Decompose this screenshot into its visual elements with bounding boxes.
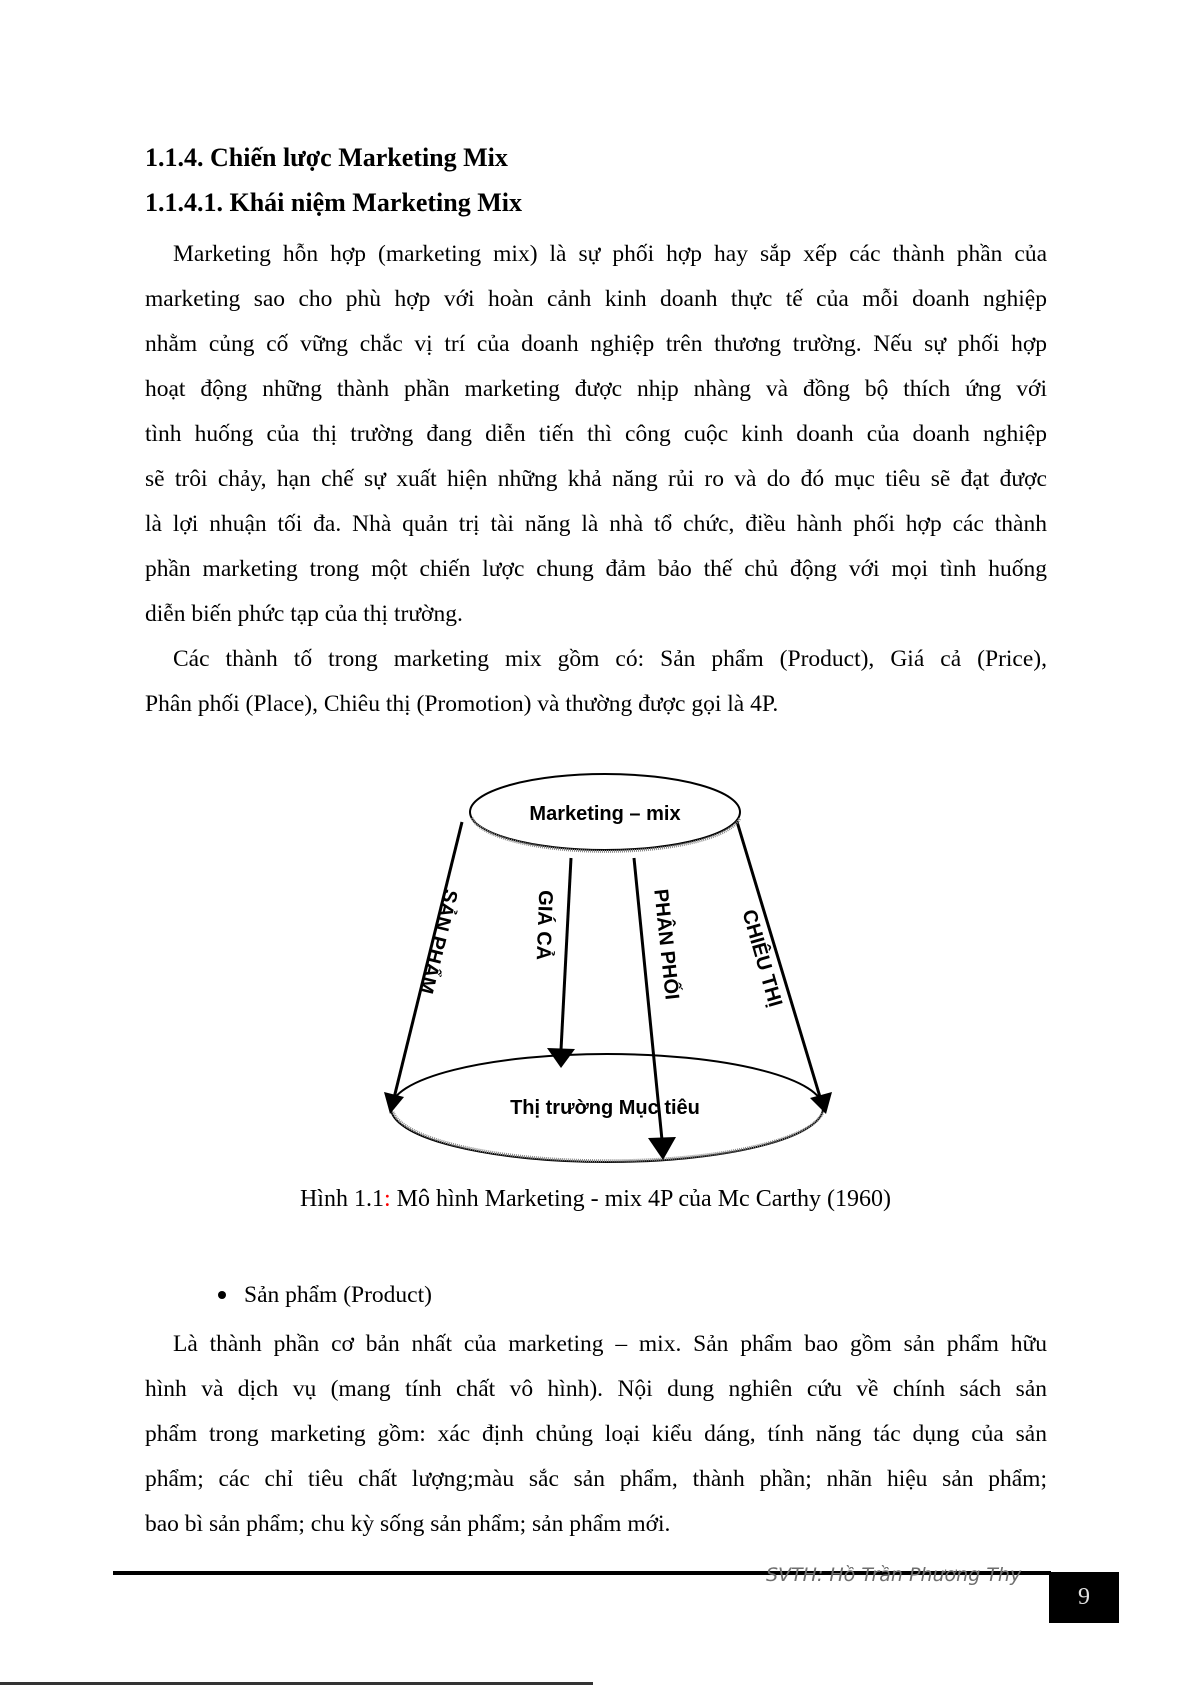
arrow-chieu-thi (735, 815, 820, 1097)
caption-prefix: Hình 1.1 (299, 1186, 384, 1212)
text-line: Marketing hỗn hợp (marketing mix) là sự phối hợp hay sắp xếp các thành phần của (173, 241, 1047, 267)
text-line: Các thành tố trong marketing mix gồm có: Sản phẩm (Product), Giá cả (Price), (173, 646, 1047, 672)
arrow-gia-ca (561, 858, 571, 1050)
text-line: phẩm; các chỉ tiêu chất lượng;màu sắc sản phẩm, thành phần; nhãn hiệu sản phẩm; (145, 1466, 1047, 1492)
label-phan-phoi: PHÂN PHỐI (649, 887, 683, 1001)
label-san-pham: SẢN PHẨM (414, 887, 462, 996)
text-line: là lợi nhuận tối đa. Nhà quản trị tài năng là nhà tổ chức, điều hành phối hợp các thành (145, 511, 1047, 537)
text-line: phần marketing trong một chiến lược chung đảm bảo thế chủ động với mọi tình huống (145, 556, 1047, 582)
bullet-item (218, 1282, 432, 1309)
text-line: diễn biến phức tạp của thị trường. (145, 601, 463, 627)
bullet-label: Sản phẩm (Product) (244, 1282, 432, 1308)
caption-separator: : (383, 1186, 391, 1212)
footer-author: SVTH: Hồ Trần Phương Thy (766, 1564, 1022, 1586)
text-line: bao bì sản phẩm; chu kỳ sống sản phẩm; sản phẩm mới. (145, 1511, 671, 1537)
page-number: 9 (1049, 1572, 1119, 1623)
text-line: marketing sao cho phù hợp với hoàn cảnh kinh doanh thực tế của mỗi doanh nghiệp (145, 286, 1047, 312)
text-line: nhằm củng cố vững chắc vị trí của doanh nghiệp trên thương trường. Nếu sự phối hợp (145, 331, 1047, 357)
text-line: hoạt động những thành phần marketing được nhịp nhàng và đồng bộ thích ứng với (145, 376, 1047, 402)
top-label: Marketing – mix (529, 803, 681, 825)
text-line: hình và dịch vụ (mang tính chất vô hình). Nội dung nghiên cứu về chính sách sản (145, 1376, 1047, 1402)
text-line: Phân phối (Place), Chiêu thị (Promotion) và thường được gọi là 4P. (145, 691, 779, 717)
bullet-icon (218, 1291, 226, 1299)
text-line: tình huống của thị trường đang diễn tiến thì công cuộc kinh doanh của doanh nghiệp (145, 421, 1047, 447)
caption-text: Mô hình Marketing - mix 4P của Mc Carthy (1960) (390, 1186, 892, 1212)
subsection-heading: 1.1.4.1. Khái niệm Marketing Mix (145, 188, 522, 217)
figure-caption (0, 1186, 1191, 1213)
paragraph-product (145, 1322, 1047, 1547)
bottom-label: Thị trường Mục tiêu (510, 1097, 700, 1119)
label-gia-ca: GIÁ CẢ (531, 889, 557, 961)
text-line: Là thành phần cơ bản nhất của marketing – mix. Sản phẩm bao gồm sản phẩm hữu (173, 1331, 1047, 1357)
label-chieu-thi: CHIÊU THỊ (737, 907, 787, 1010)
section-heading: 1.1.4. Chiến lược Marketing Mix (145, 143, 508, 172)
text-line: phẩm trong marketing gồm: xác định chủng loại kiểu dáng, tính năng tác dụng của sản (145, 1421, 1047, 1447)
text-line: sẽ trôi chảy, hạn chế sự xuất hiện những khả năng rủi ro và do đó mục tiêu sẽ đạt được (145, 466, 1047, 492)
